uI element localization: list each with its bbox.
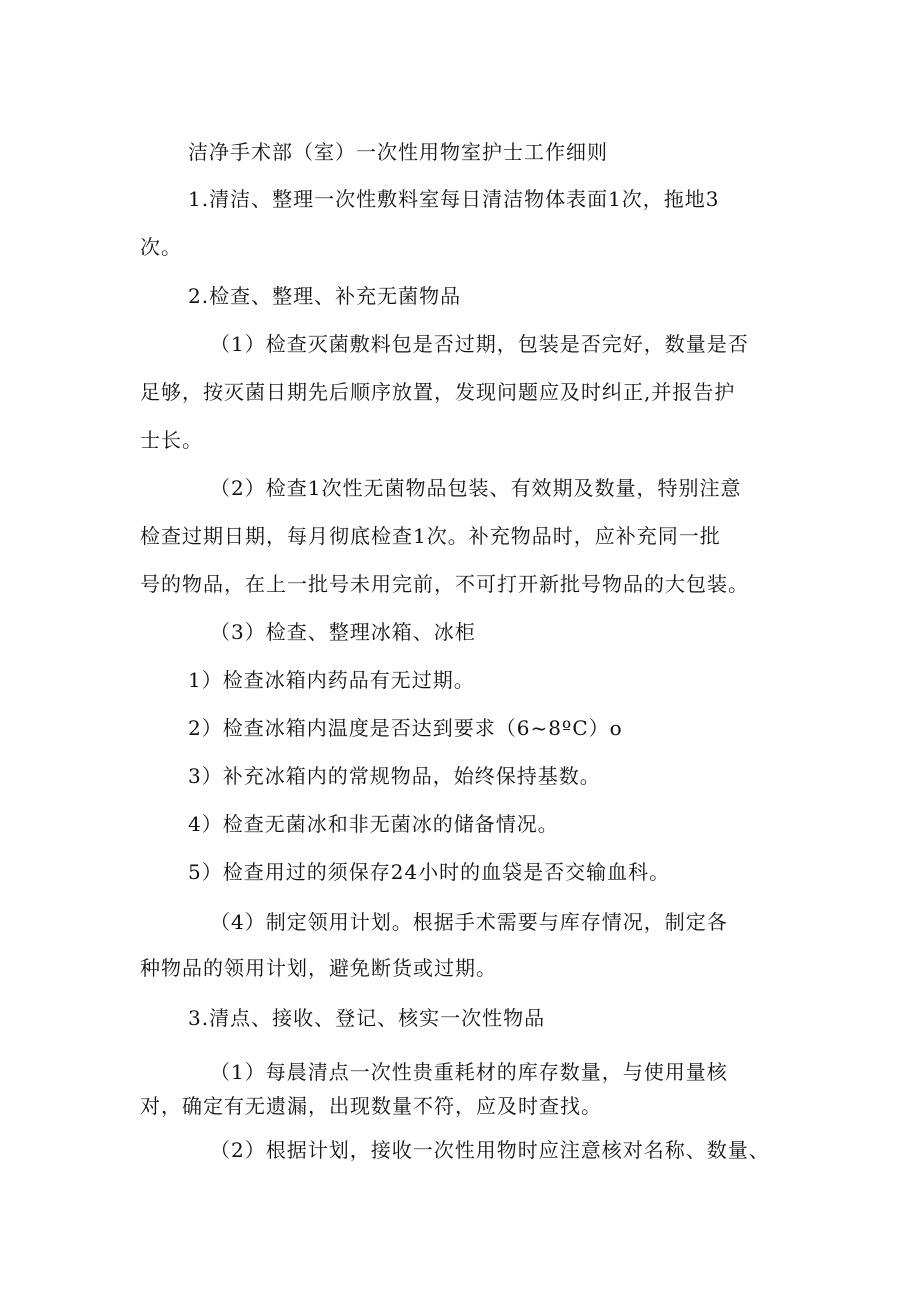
section-heading: 2.检查、整理、补充无菌物品 — [188, 284, 462, 308]
section-heading: 3.清点、接收、登记、核实一次性物品 — [188, 1006, 546, 1030]
paragraph-line: （1）每晨清点一次性贵重耗材的库存数量，与使用量核 — [210, 1060, 728, 1084]
paragraph-line: （4）制定领用计划。根据手术需要与库存情况，制定各 — [210, 910, 728, 934]
document-title: 洁净手术部（室）一次性用物室护士工作细则 — [188, 140, 608, 164]
paragraph-line: 足够，按灭菌日期先后顺序放置，发现问题应及时纠正,并报告护 — [140, 380, 736, 404]
list-item: 3）补充冰箱内的常规物品，始终保持基数。 — [188, 764, 601, 788]
paragraph-line: （2）检查1次性无菌物品包装、有效期及数量，特别注意 — [210, 476, 742, 500]
paragraph-line: 次。 — [140, 235, 182, 259]
list-item: 1）检查冰箱内药品有无过期。 — [188, 668, 475, 692]
paragraph-line: 号的物品，在上一批号未用完前，不可打开新批号物品的大包装。 — [140, 572, 749, 596]
list-item: 4）检查无菌冰和非无菌冰的储备情况。 — [188, 812, 559, 836]
subsection-heading: （3）检查、整理冰箱、冰柜 — [210, 620, 476, 644]
list-item: 5）检查用过的须保存24小时的血袋是否交输血科。 — [188, 860, 671, 884]
paragraph-line: （2）根据计划，接收一次性用物时应注意核对名称、数量、 — [210, 1138, 770, 1162]
paragraph-line: 士长。 — [140, 428, 203, 452]
paragraph-line: （1）检查灭菌敷料包是否过期，包装是否完好，数量是否 — [210, 332, 749, 356]
paragraph-line: 对，确定有无遗漏，出现数量不符，应及时查找。 — [140, 1094, 602, 1118]
list-item: 2）检查冰箱内温度是否达到要求（6~8ºC）o — [188, 716, 623, 740]
paragraph-line: 1.清洁、整理一次性敷料室每日清洁物体表面1次，拖地3 — [188, 187, 720, 211]
paragraph-line: 种物品的领用计划，避免断货或过期。 — [140, 956, 497, 980]
paragraph-line: 检查过期日期，每月彻底检查1次。补充物品时，应补充同一批 — [140, 524, 721, 548]
